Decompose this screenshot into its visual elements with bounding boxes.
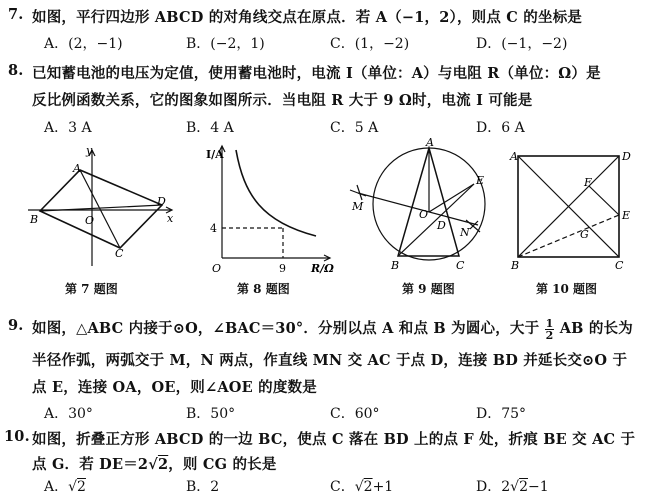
- fig9-label-b: B: [391, 259, 400, 272]
- fig7-caption: 第 7 题图: [65, 282, 118, 296]
- fig9-label-e: E: [476, 174, 485, 187]
- fig10-label-e: E: [622, 209, 631, 222]
- q10-option-a-sqrt-sign: √: [68, 479, 78, 495]
- q10-option-b: [186, 476, 219, 496]
- fig10-caption: 第 10 题图: [536, 282, 598, 296]
- q9-option-d: D．75°: [476, 406, 527, 422]
- fig7-label-x: x: [167, 212, 174, 225]
- q10-line2-part2: ，则 CG 的长是: [168, 456, 277, 473]
- q9-fraction-numerator: 1: [545, 316, 554, 330]
- fig10-label-g: G: [580, 228, 589, 241]
- q10-option-d-suffix: −1: [527, 479, 549, 495]
- q8-option-b: B．4 A: [186, 120, 234, 136]
- q9-line3: 点 E，连接 OA，OE，则∠AOE 的度数是: [32, 379, 317, 396]
- q9-option-a: A．30°: [44, 406, 93, 422]
- q10-option-a-prefix: A．: [44, 479, 69, 495]
- q7-option-b: B．(−2，1): [186, 36, 265, 52]
- q10-option-b-prefix: B．2: [186, 479, 220, 495]
- q7-option-d: D．(−1，−2): [476, 36, 568, 52]
- fig10-segment-fe: [589, 186, 619, 215]
- fig10-label-a: A: [510, 150, 518, 163]
- q10-option-a: [44, 476, 86, 496]
- fig8-caption: 第 8 题图: [237, 282, 290, 296]
- fig9-label-a: A: [426, 136, 434, 149]
- fig7-label-b: B: [30, 213, 39, 226]
- q10-option-c-sqrt-sign: √: [354, 479, 364, 495]
- q10-option-a-radicand: 2: [77, 479, 86, 495]
- q7-number: 7.: [8, 6, 24, 23]
- q10-option-d-sqrt-sign: √: [510, 479, 520, 495]
- q8-option-c: C．5 A: [330, 120, 379, 136]
- q8-option-d: D．6 A: [476, 120, 525, 136]
- q7-option-a: A．(2，−1): [44, 36, 123, 52]
- q10-option-c-prefix: C．: [330, 479, 355, 495]
- fig8-label-o: O: [212, 262, 222, 275]
- fig9-label-d: D: [437, 219, 446, 232]
- q7-option-c: C．(1，−2): [330, 36, 410, 52]
- q10-option-d-prefix: D．2: [476, 479, 511, 495]
- q9-number: 9.: [8, 317, 24, 334]
- q9-fraction-denominator: 2: [545, 328, 554, 342]
- q9-line1-part2: AB 的长为: [559, 320, 633, 337]
- q9-line1-part1: 如图，△ABC 内接于⊙O，∠BAC＝30°．分别以点 A 和点 B 为圆心，大于: [32, 320, 540, 337]
- fig7-label-c: C: [115, 247, 124, 260]
- q10-line2: [32, 453, 277, 474]
- fig10-fold-be: [518, 215, 619, 257]
- q10-number: 10.: [4, 428, 30, 445]
- fig9-label-n: N: [460, 226, 470, 239]
- q9-line2: 半径作弧，两弧交于 M，N 两点，作直线 MN 交 AC 于点 D，连接 BD 并延长交⊙O 于: [32, 352, 628, 369]
- q7-stem: 如图，平行四边形 ABCD 的对角线交点在原点．若 A（−1，2），则点 C 的坐标是: [32, 9, 583, 26]
- q10-option-c-suffix: +1: [372, 479, 394, 495]
- fig9-caption: 第 9 题图: [402, 282, 455, 296]
- fig8-tick-4: 4: [210, 222, 217, 235]
- q9-option-c: C．60°: [330, 406, 380, 422]
- q10-option-c: [330, 476, 393, 496]
- fig9-label-m: M: [352, 200, 364, 213]
- fig7-label-a: A: [73, 162, 81, 175]
- q10-option-c-radicand: 2: [363, 479, 373, 495]
- q10-sqrt-radicand: 2: [157, 456, 169, 473]
- fig8-x-label: R/Ω: [311, 262, 334, 275]
- fig7-label-d: D: [157, 195, 166, 208]
- fig10-label-c: C: [615, 259, 624, 272]
- fig7-label-y: y: [86, 144, 93, 157]
- q8-stem-line2: 反比例函数关系，它的图象如图所示．当电阻 R 大于 9 Ω时，电流 I 可能是: [32, 92, 533, 109]
- fig9-label-c: C: [456, 259, 465, 272]
- fig10-label-d: D: [622, 150, 631, 163]
- q10-sqrt-sign: √: [148, 456, 158, 473]
- q9-option-b: B．50°: [186, 406, 236, 422]
- q10-option-d-radicand: 2: [519, 479, 528, 495]
- fig10-label-b: B: [511, 259, 520, 272]
- q9-fraction: [545, 318, 555, 341]
- q10-option-d: [476, 476, 549, 496]
- fig9-label-o: O: [419, 208, 429, 221]
- q10-line1: 如图，折叠正方形 ABCD 的一边 BC，使点 C 落在 BD 上的点 F 处，折痕 BE 交 AC 于: [32, 431, 636, 448]
- q8-option-a: A．3 A: [44, 120, 92, 136]
- fig8-y-label: I/A: [206, 148, 224, 161]
- q9-line1: [32, 317, 633, 341]
- fig8-tick-9: 9: [279, 262, 286, 275]
- q10-line2-part1: 点 G．若 DE＝2: [32, 456, 149, 473]
- q8-stem-line1: 已知蓄电池的电压为定值，使用蓄电池时，电流 I（单位：A）与电阻 R（单位：Ω）是: [32, 65, 601, 82]
- fig10-label-f: F: [584, 176, 592, 189]
- q8-number: 8.: [8, 62, 24, 79]
- fig7-label-o: O: [85, 214, 95, 227]
